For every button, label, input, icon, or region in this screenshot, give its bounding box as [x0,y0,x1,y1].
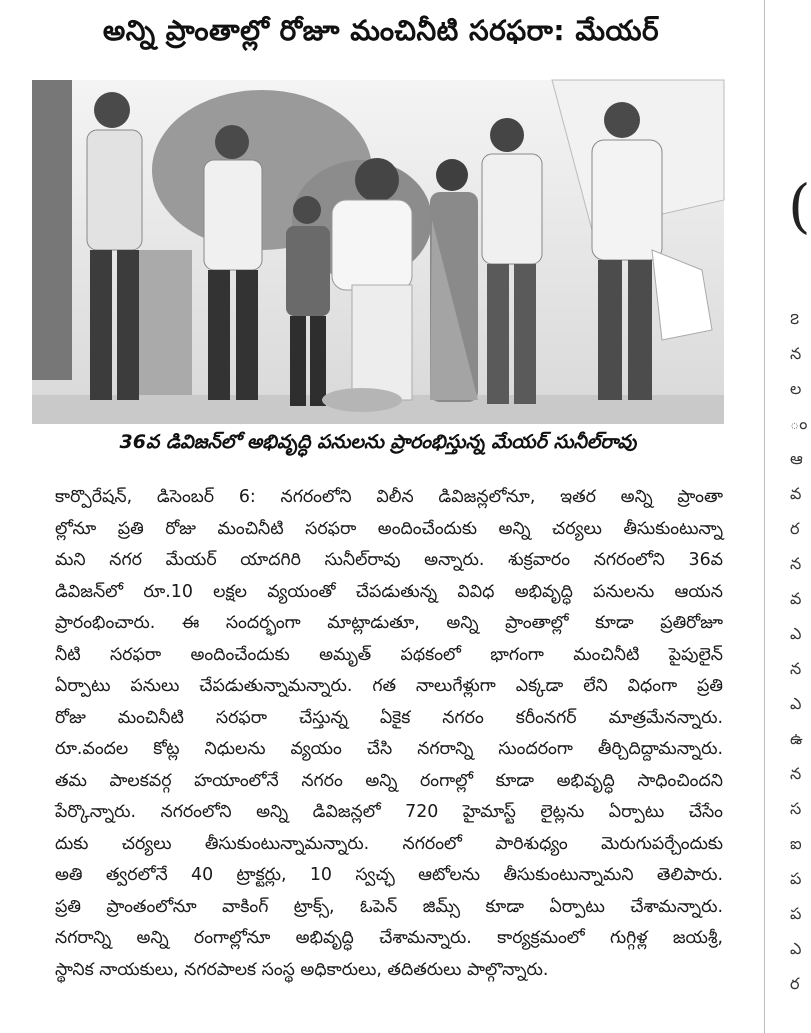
newspaper-photo-icon [32,80,724,424]
adjacent-column-glyph: ఆ [790,449,803,468]
adjacent-column-glyph: ం [790,414,808,433]
photo-caption: 36వ డివిజన్‌లో అభివృద్ధి పనులను ప్రారంభిస్తున్న మేయర్ సునీల్‌రావు [119,431,637,453]
adjacent-column-glyph: వ [790,484,802,503]
body-line: ల్లోనూ ప్రతి రోజు మంచినీటి సరఫరా అందించేందుకు అన్ని చర్యలు తీసుకుంటున్నా [55,518,723,539]
adjacent-column-glyph: ఐ [790,834,802,853]
adjacent-column-glyph: ఎ [790,939,802,958]
adjacent-column-glyph: న [790,764,802,783]
body-line: కార్పొరేషన్, డిసెంబర్ 6: నగరంలోని విలీన డివిజన్లలోనూ, ఇతర అన్ని ప్రాంతా [55,487,723,507]
adjacent-column-glyph: ర [790,519,800,538]
adjacent-column-glyph: ల [790,379,802,398]
body-line: ప్రారంభించారు. ఈ సందర్భంగా మాట్లాడుతూ, అన్ని ప్రాంతాల్లో కూడా ప్రతిరోజూ [55,613,723,633]
adjacent-column-glyph: ప [790,869,802,888]
body-line: అతి త్వరలోనే 40 ట్రాక్టర్లు, 10 స్వచ్ఛ ఆటోలను తీసుకుంటున్నామని తెలిపారు. [55,865,723,885]
building [32,80,72,380]
adjacent-column-glyph: ఎ [790,624,802,643]
adjacent-column-glyph: ౭ [790,309,800,328]
adjacent-column-glyph: ప [790,904,802,923]
body-line: నీటి సరఫరా అందించేందుకు అమృత్ పథకంలో భాగంగా మంచినీటి పైపులైన్ [55,644,723,665]
body-line: దుకు చర్యలు తీసుకుంటున్నామన్నారు. నగరంలో పారిశుధ్యం మెరుగుపర్చేందుకు [55,833,723,854]
body-line: స్థానిక నాయకులు, నగరపాలక సంస్థ అధికారులు, తదితరులు పాల్గొన్నారు. [55,959,549,980]
article-photo [32,80,724,424]
body-line: మని నగర మేయర్ యాదగిరి సునీల్‌రావు అన్నారు. శుక్రవారం నగరంలోని 36వ [55,550,723,570]
bracket-glyph: ( [788,172,811,240]
column-divider [764,0,765,1033]
adjacent-column-glyph: న [790,554,802,573]
article-body [55,482,723,986]
body-line: తమ పాలకవర్గ హయాంలోనే నగరం అన్ని రంగాల్లో కూడా అభివృద్ధి సాధించిందని [55,770,723,791]
shop-front [132,250,192,400]
adjacent-column-glyph: స [790,799,802,818]
body-line: పేర్కొన్నారు. నగరంలోని అన్ని డివిజన్లలో 720 హైమాస్ట్ లైట్లను ఏర్పాటు చేసేం [55,802,723,822]
adjacent-column-glyph: ఎ [790,694,802,713]
adjacent-column-glyph: న [790,659,802,678]
adjacent-column-glyph: న [790,344,802,363]
body-line: డివిజన్‌లో రూ.10 లక్షల వ్యయంతో చేపడుతున్న వివిధ అభివృద్ధి పనులను ఆయన [55,581,723,602]
body-line: నగరాన్ని అన్ని రంగాల్లోనూ అభివృద్ధి చేశామన్నారు. కార్యక్రమంలో గుగ్గిళ్ల జయశ్రీ, [55,928,723,948]
adjacent-column-fragment [768,0,811,1033]
body-line: రోజు మంచినీటి సరఫరా చేస్తున్న ఏకైక నగరం కరీంనగర్ మాత్రమేనన్నారు. [55,707,723,728]
person-figure [430,159,478,402]
body-line: ప్రతి ప్రాంతంలోనూ వాకింగ్ ట్రాక్స్, ఓపెన్ జిమ్స్ కూడా ఏర్పాటు చేశామన్నారు. [55,896,723,917]
body-line: ఏర్పాటు పనులు చేపడుతున్నామన్నారు. గత నాలుగేళ్లుగా ఎక్కడా లేని విధంగా ప్రతి [55,676,723,696]
body-line: రూ.వందల కోట్ల నిధులను వ్యయం చేసి నగరాన్ని సుందరంగా తీర్చిదిద్దామన్నారు. [55,739,723,759]
adjacent-column-glyph: వ [790,589,802,608]
adjacent-column-glyph: ఉ [790,729,803,748]
adjacent-column-glyph: ర [790,974,800,993]
article-headline: అన్ని ప్రాంతాల్లో రోజూ మంచినీటి సరఫరా: మేయర్ [102,14,660,47]
